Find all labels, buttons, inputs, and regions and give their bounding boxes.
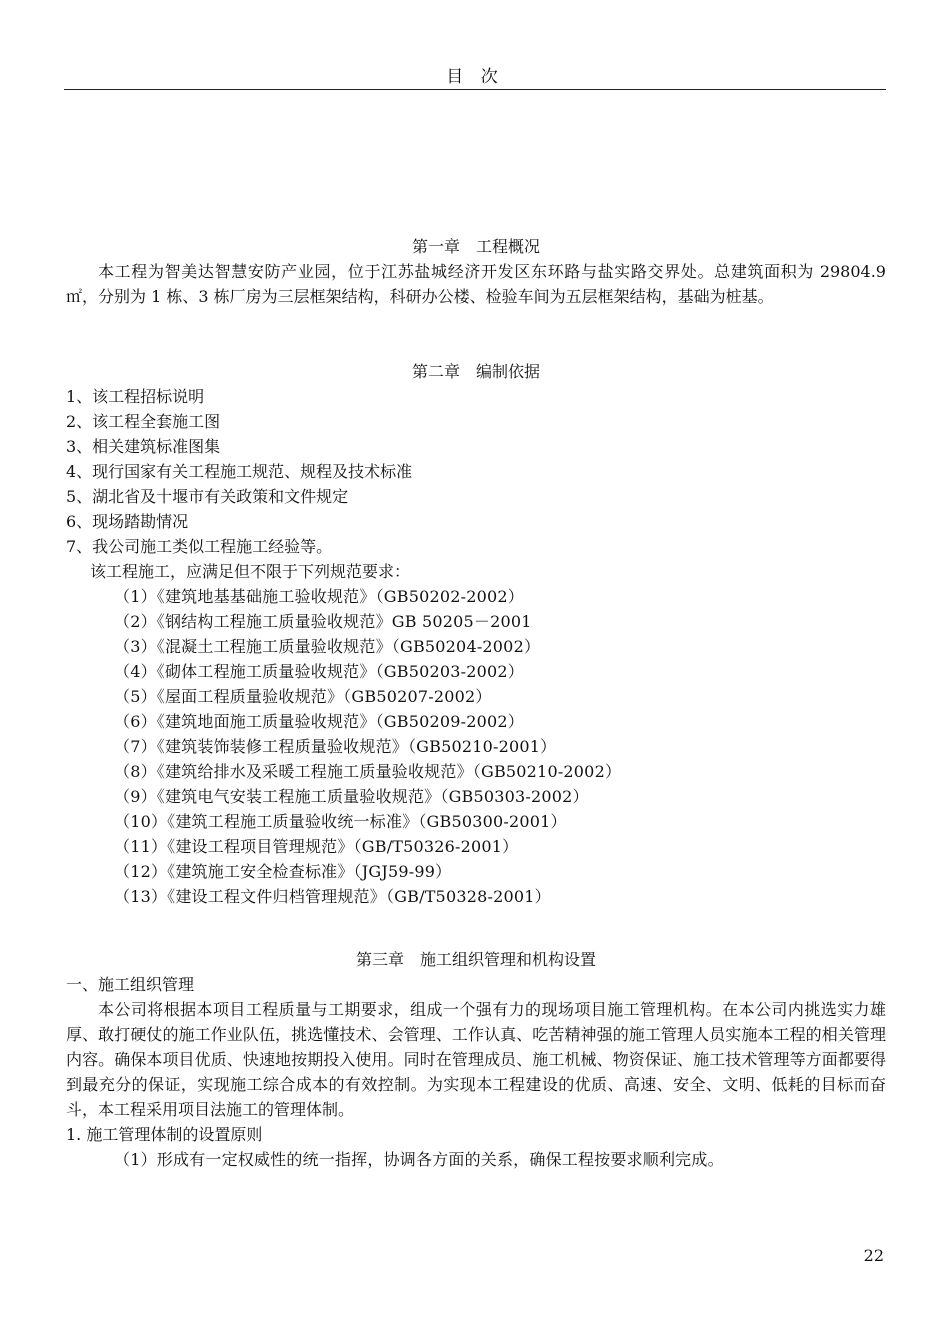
- principle-item: （1）形成有一定权威性的统一指挥，协调各方面的关系，确保工程按要求顺利完成。: [114, 1150, 724, 1169]
- page-header-title: 目 次: [446, 67, 504, 87]
- subsection-heading: 1. 施工管理体制的设置原则: [66, 1125, 263, 1144]
- standard-item: （4）《砌体工程施工质量验收规范》（GB50203-2002）: [114, 662, 524, 681]
- standard-item: （8）《建筑给排水及采暖工程施工质量验收规范》（GB50210-2002）: [114, 762, 622, 781]
- basis-item: 7、我公司施工类似工程施工经验等。: [66, 537, 333, 556]
- basis-item: 2、该工程全套施工图: [66, 412, 221, 431]
- chapter1-title: 第一章 工程概况: [411, 237, 540, 256]
- header-divider: [64, 89, 886, 90]
- standard-item: （13）《建设工程文件归档管理规范》（GB/T50328-2001）: [114, 887, 551, 906]
- standard-item: （12）《建筑施工安全检查标准》（JGJ59-99）: [114, 862, 452, 881]
- chapter3-paragraph: 本公司将根据本项目工程质量与工期要求，组成一个强有力的现场项目施工管理机构。在本公司内挑选实力雄厚、敢打硬仗的施工作业队伍，挑选懂技术、会管理、工作认真、吃苦精神强的施工管理人员实施本工程的相关管理内容。确保本项目优质、快速地按期投入使用。同时在管理成员、施工机械、物资保证、施工技术管理等方面都要得到最充分的保证，实现施工综合成本的有效控制。为实现本工程建设的优质、高速、安全、文明、低耗的目标而奋斗，本工程采用项目法施工的管理体制。: [66, 1000, 886, 1119]
- standard-item: （9）《建筑电气安装工程施工质量验收规范》（GB50303-2002）: [114, 787, 589, 806]
- standards-intro: 该工程施工，应满足但不限于下列规范要求：: [90, 562, 411, 581]
- basis-item: 4、现行国家有关工程施工规范、规程及技术标准: [66, 462, 413, 481]
- standard-item: （6）《建筑地面施工质量验收规范》（GB50209-2002）: [114, 712, 524, 731]
- basis-item: 5、湖北省及十堰市有关政策和文件规定: [66, 487, 349, 506]
- standard-item: （2）《钢结构工程施工质量验收规范》GB 50205－2001: [114, 612, 532, 631]
- chapter3-title: 第三章 施工组织管理和机构设置: [355, 950, 596, 969]
- standard-item: （7）《建筑装饰装修工程质量验收规范》（GB50210-2001）: [114, 737, 557, 756]
- standard-item: （10）《建筑工程施工质量验收统一标准》（GB50300-2001）: [114, 812, 567, 831]
- chapter2-title: 第二章 编制依据: [411, 362, 540, 381]
- basis-item: 3、相关建筑标准图集: [66, 437, 221, 456]
- page-number: 22: [863, 1246, 884, 1265]
- document-body: [66, 234, 886, 1172]
- standard-item: （3）《混凝土工程施工质量验收规范》（GB50204-2002）: [114, 637, 541, 656]
- standard-item: （1）《建筑地基基础施工验收规范》（GB50202-2002）: [114, 587, 524, 606]
- chapter1-paragraph: 本工程为智美达智慧安防产业园，位于江苏盐城经济开发区东环路与盐实路交界处。总建筑面积为 29804.9 ㎡，分别为 1 栋、3 栋厂房为三层框架结构，科研办公楼、检验车间为五层框架结构，基础为桩基。: [66, 262, 886, 306]
- basis-item: 6、现场踏勘情况: [66, 512, 189, 531]
- section-heading: 一、施工组织管理: [66, 975, 195, 994]
- standard-item: （5）《屋面工程质量验收规范》（GB50207-2002）: [114, 687, 492, 706]
- standard-item: （11）《建设工程项目管理规范》（GB/T50326-2001）: [114, 837, 519, 856]
- basis-item: 1、该工程招标说明: [66, 387, 205, 406]
